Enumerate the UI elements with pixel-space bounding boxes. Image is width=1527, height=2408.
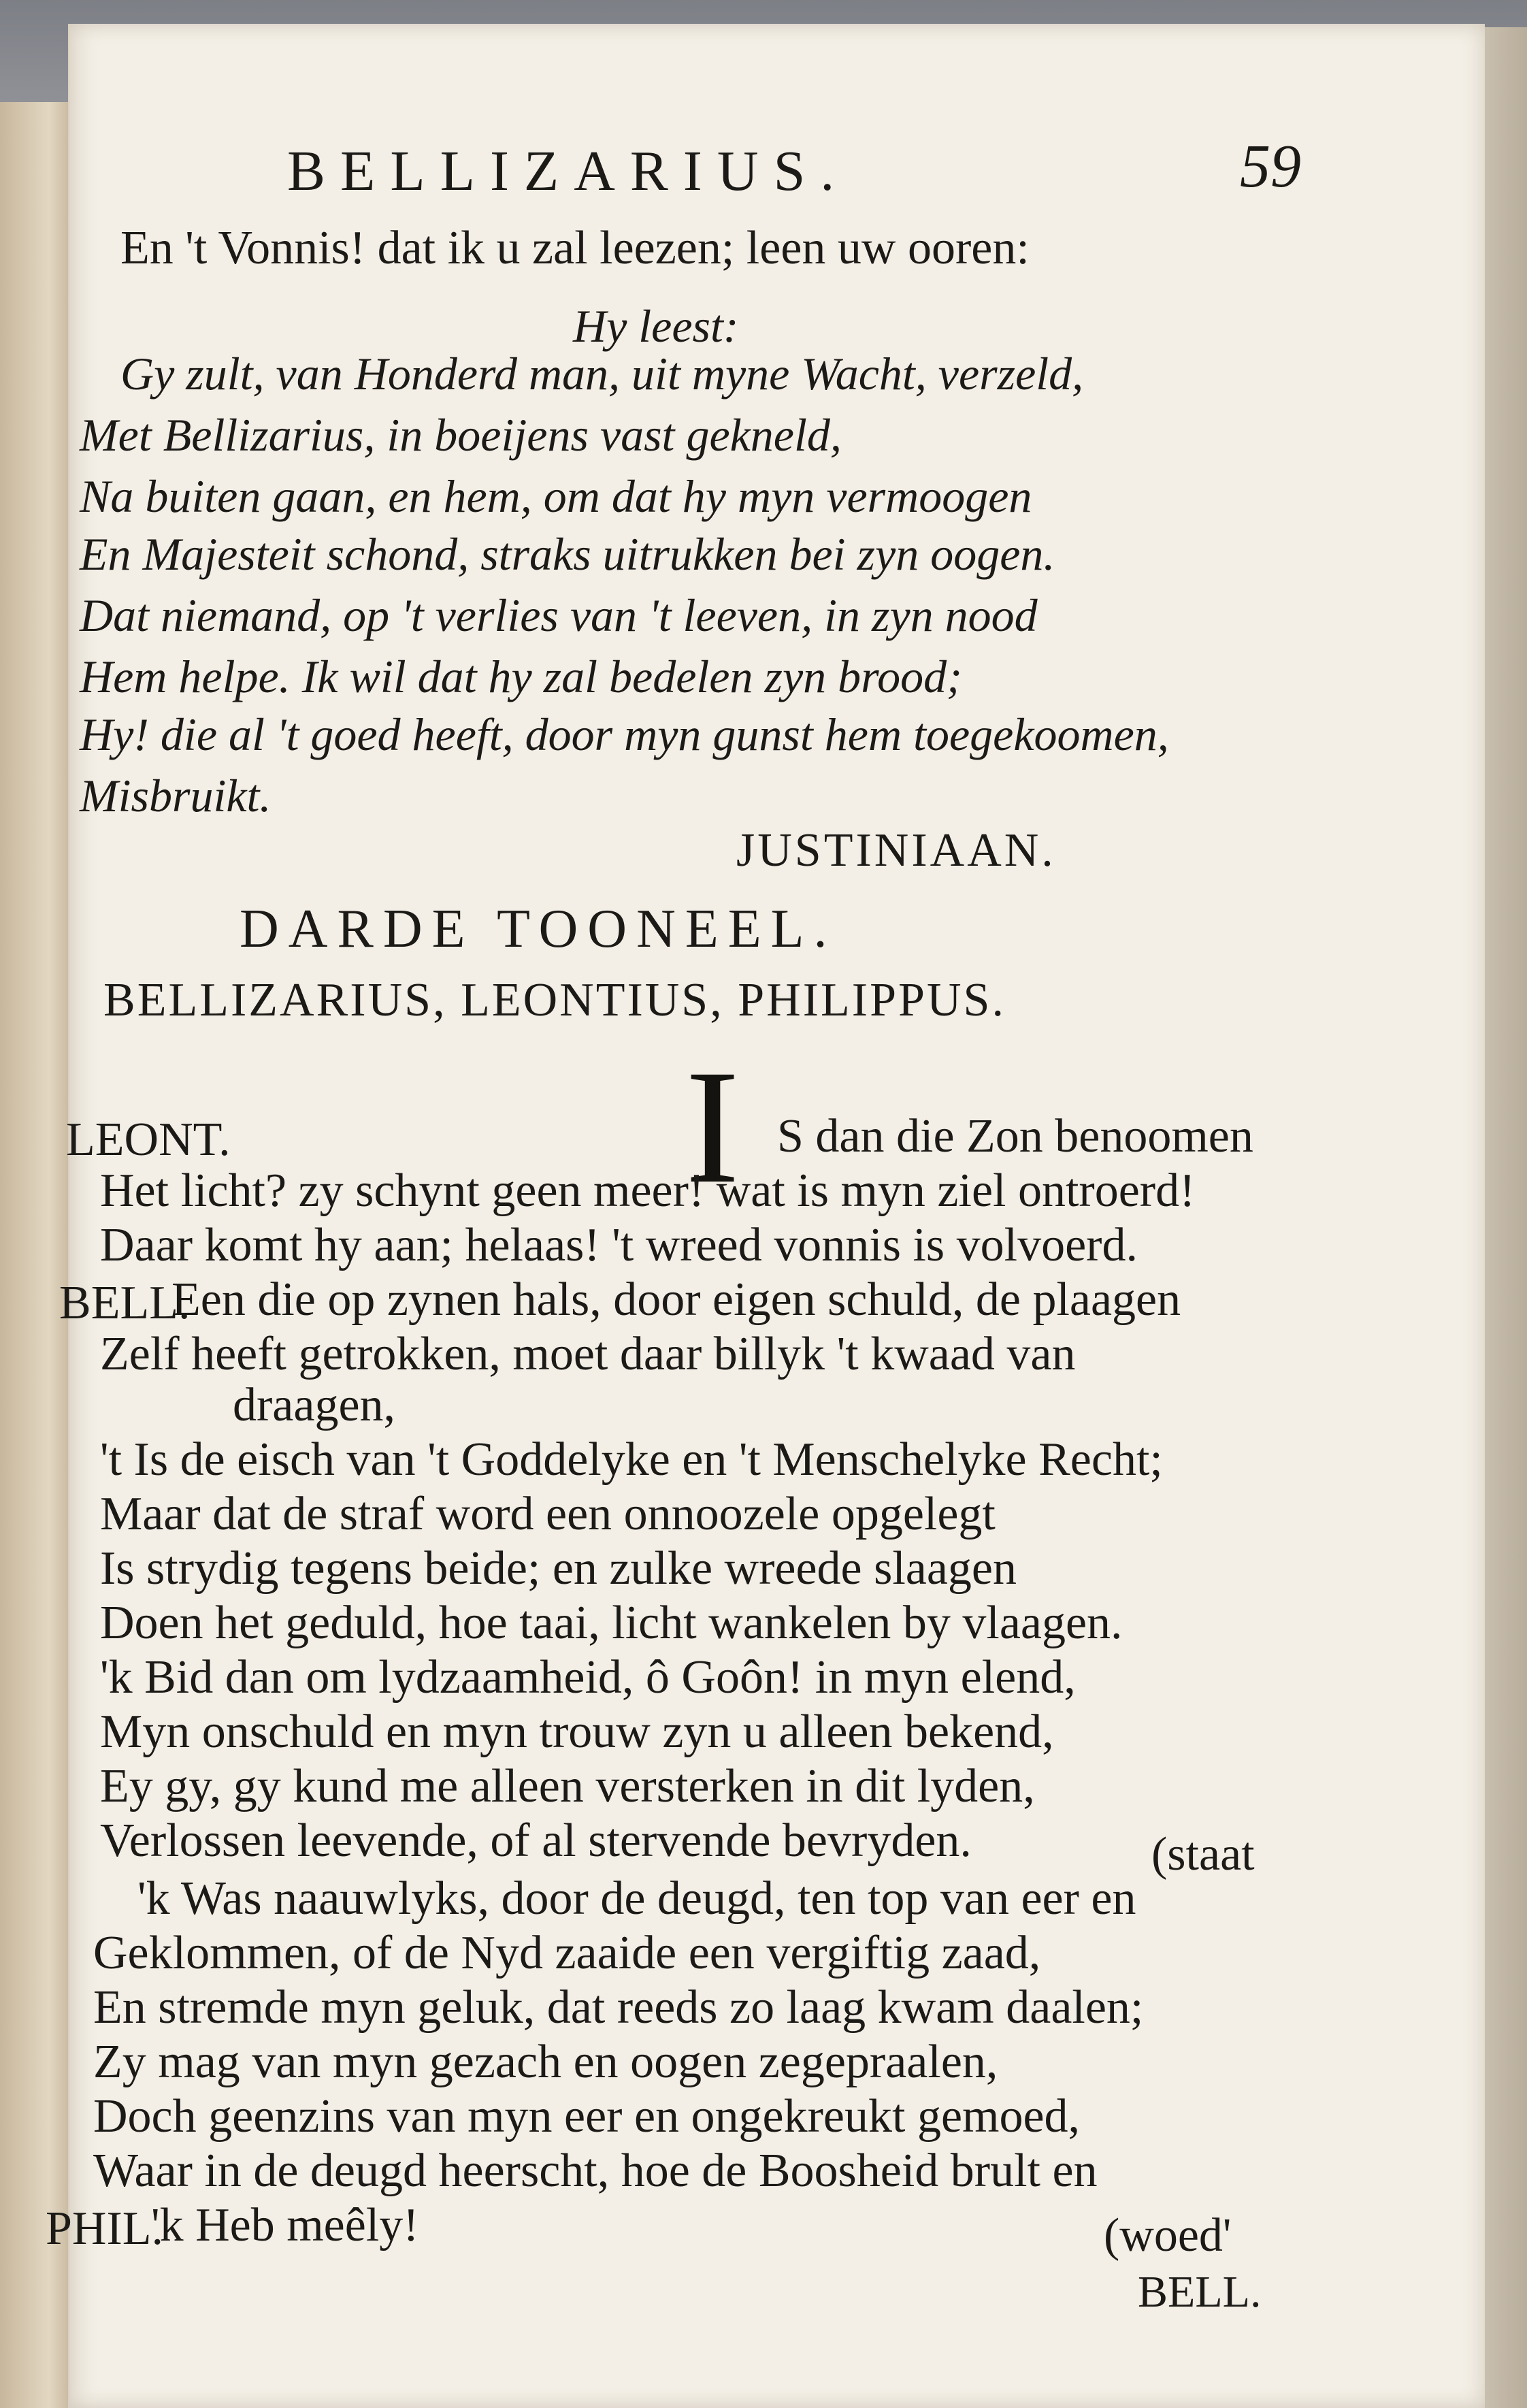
dialogue-line: Waar in de deugd heerscht, hoe de Boosheid brult en xyxy=(93,2145,1098,2197)
dialogue-line: S dan die Zon benoomen xyxy=(777,1110,1253,1162)
dialogue-line: Is strydig tegens beide; en zulke wreede slaagen xyxy=(100,1542,1017,1595)
cast-list: BELLIZARIUS, LEONTIUS, PHILIPPUS. xyxy=(103,974,1006,1026)
dialogue-line: Doch geenzins van myn eer en ongekreukt gemoed, xyxy=(93,2090,1081,2143)
dialogue-line: Een die op zynen hals, door eigen schuld, de plaagen xyxy=(171,1273,1181,1326)
catchword: BELL. xyxy=(1138,2267,1262,2317)
signature: JUSTINIAAN. xyxy=(736,824,1056,877)
text-line: Na buiten gaan, en hem, om dat hy myn vermoogen xyxy=(80,470,1032,522)
dialogue-line: Geklommen, of de Nyd zaaide een vergiftig zaad, xyxy=(93,1927,1041,1979)
dialogue-line: Myn onschuld en myn trouw zyn u alleen bekend, xyxy=(100,1706,1054,1758)
dialogue-line: Zy mag van myn gezach en oogen zegepraalen, xyxy=(93,2036,998,2088)
book-page xyxy=(46,24,1485,2408)
dialogue-line: Zelf heeft getrokken, moet daar billyk 't kwaad van xyxy=(100,1328,1076,1380)
text-line: Gy zult, van Honderd man, uit myne Wacht, verzeld, xyxy=(120,348,1084,400)
text-line: Hem helpe. Ik wil dat hy zal bedelen zyn brood; xyxy=(80,651,962,702)
text-line: Met Bellizarius, in boeijens vast gekneld, xyxy=(80,409,842,461)
speaker-label: PHIL. xyxy=(46,2202,164,2255)
dialogue-line: Verlossen leevende, of al stervende bevryden. xyxy=(100,1815,972,1867)
dialogue-line: draagen, xyxy=(233,1379,396,1431)
dialogue-line: Het licht? zy schynt geen meer! wat is myn ziel ontroerd! xyxy=(100,1165,1196,1217)
dialogue-line: Ey gy, gy kund me alleen versterken in dit lyden, xyxy=(100,1760,1035,1812)
scene-heading: DARDE TOONEEL. xyxy=(240,899,837,959)
text-line: Hy! die al 't goed heeft, door myn gunst hem toegekoomen, xyxy=(80,709,1169,760)
speaker-label: LEONT. xyxy=(66,1113,231,1166)
dialogue-line: 'k Was naauwlyks, door de deugd, ten top van eer en xyxy=(137,1872,1136,1925)
page-text-block xyxy=(46,24,1485,2408)
dialogue-line: Daar komt hy aan; helaas! 't wreed vonnis is volvoerd. xyxy=(100,1219,1138,1271)
text-line: Dat niemand, op 't verlies van 't leeven, in zyn nood xyxy=(80,589,1038,641)
speaker-label: BELL. xyxy=(59,1277,191,1329)
drop-cap: I xyxy=(685,1036,740,1217)
dialogue-line: 'k Heb meêly! xyxy=(151,2199,419,2251)
dialogue-line: En stremde myn geluk, dat reeds zo laag kwam daalen; xyxy=(93,1981,1144,2034)
text-line: Hy leest: xyxy=(573,300,739,352)
dialogue-line: (staat xyxy=(1151,1828,1255,1881)
dialogue-line: 't Is de eisch van 't Goddelyke en 't Menschelyke Recht; xyxy=(100,1433,1163,1486)
running-title: BELLIZARIUS. xyxy=(287,140,850,203)
text-line: Misbruikt. xyxy=(80,770,272,821)
dialogue-line: Maar dat de straf word een onnoozele opgelegt xyxy=(100,1488,996,1540)
dialogue-line: (woed' xyxy=(1104,2209,1232,2262)
text-line: En 't Vonnis! dat ik u zal leezen; leen uw ooren: xyxy=(120,222,1030,274)
dialogue-line: Doen het geduld, hoe taai, licht wankelen by vlaagen. xyxy=(100,1597,1123,1649)
dialogue-line: 'k Bid dan om lydzaamheid, ô Goôn! in myn elend, xyxy=(100,1651,1076,1704)
page-number: 59 xyxy=(1240,133,1301,200)
text-line: En Majesteit schond, straks uitrukken bei zyn oogen. xyxy=(80,528,1055,580)
